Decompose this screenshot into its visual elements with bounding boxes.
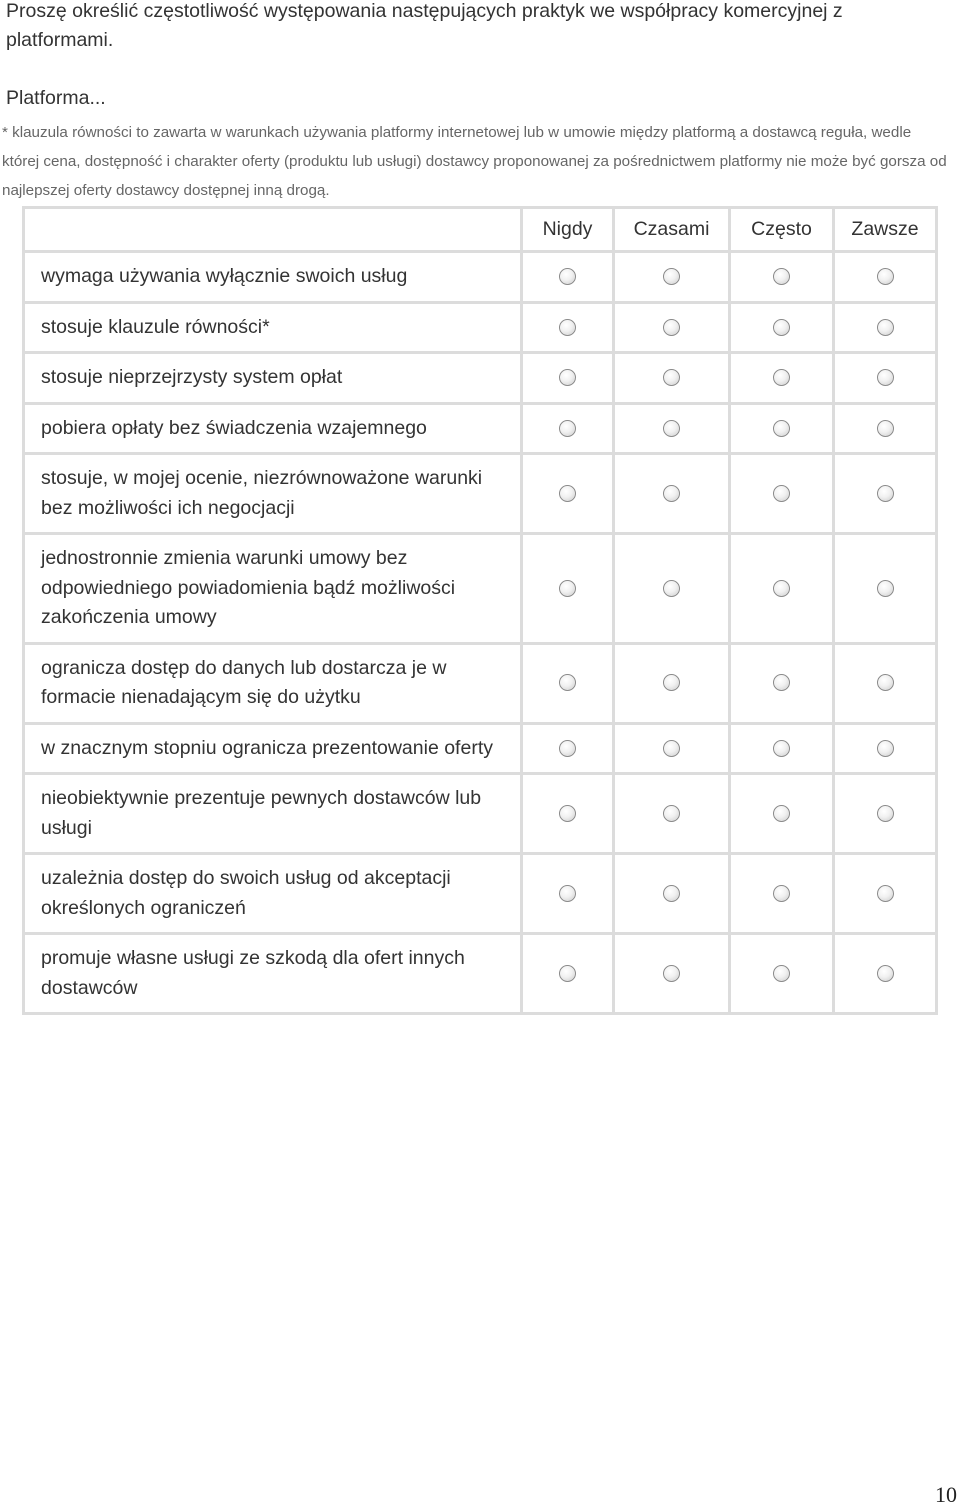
option-cell-czasami	[615, 855, 731, 935]
option-cell-zawsze	[835, 645, 938, 725]
option-cell-czesto	[731, 455, 835, 535]
matrix-row	[22, 775, 938, 855]
radio-button-zawsze[interactable]	[877, 485, 894, 502]
row-label: uzależnia dostęp do swoich usług od akceptacji określonych ograniczeń	[22, 855, 523, 935]
radio-button-czesto[interactable]	[773, 965, 790, 982]
radio-button-czesto[interactable]	[773, 485, 790, 502]
option-cell-czesto	[731, 405, 835, 456]
radio-button-nigdy[interactable]	[559, 485, 576, 502]
row-label: promuje własne usługi ze szkodą dla ofert innych dostawców	[22, 935, 523, 1015]
question-subtitle: Platforma...	[6, 87, 106, 109]
matrix-header-blank	[22, 206, 523, 253]
radio-button-zawsze[interactable]	[877, 885, 894, 902]
radio-button-zawsze[interactable]	[877, 420, 894, 437]
radio-button-nigdy[interactable]	[559, 805, 576, 822]
option-cell-nigdy	[523, 775, 615, 855]
column-header-nigdy: Nigdy	[523, 206, 615, 253]
radio-button-zawsze[interactable]	[877, 319, 894, 336]
option-cell-nigdy	[523, 855, 615, 935]
row-label: pobiera opłaty bez świadczenia wzajemnego	[22, 405, 523, 456]
radio-button-nigdy[interactable]	[559, 580, 576, 597]
radio-button-zawsze[interactable]	[877, 965, 894, 982]
option-cell-czesto	[731, 304, 835, 355]
option-cell-nigdy	[523, 405, 615, 456]
radio-button-nigdy[interactable]	[559, 965, 576, 982]
column-header-czesto: Często	[731, 206, 835, 253]
column-header-zawsze: Zawsze	[835, 206, 938, 253]
question-text: Proszę określić częstotliwość występowania następujących praktyk we współpracy komercyjnej z platformami.	[6, 0, 843, 51]
option-cell-czesto	[731, 775, 835, 855]
radio-button-nigdy[interactable]	[559, 740, 576, 757]
matrix-row	[22, 455, 938, 535]
radio-button-zawsze[interactable]	[877, 580, 894, 597]
row-label: stosuje, w mojej ocenie, niezrównoważone warunki bez możliwości ich negocjacji	[22, 455, 523, 535]
radio-button-czasami[interactable]	[663, 485, 680, 502]
matrix-row	[22, 935, 938, 1015]
option-cell-czesto	[731, 645, 835, 725]
option-cell-zawsze	[835, 855, 938, 935]
option-cell-nigdy	[523, 455, 615, 535]
option-cell-nigdy	[523, 354, 615, 405]
matrix-row	[22, 304, 938, 355]
matrix-row	[22, 645, 938, 725]
option-cell-czasami	[615, 725, 731, 776]
rating-matrix	[22, 206, 938, 1015]
radio-button-czesto[interactable]	[773, 740, 790, 757]
row-label: jednostronnie zmienia warunki umowy bez odpowiedniego powiadomienia bądź możliwości zakończenia umowy	[22, 535, 523, 645]
radio-button-czasami[interactable]	[663, 674, 680, 691]
matrix-row	[22, 405, 938, 456]
row-label: ogranicza dostęp do danych lub dostarcza je w formacie nienadającym się do użytku	[22, 645, 523, 725]
radio-button-czasami[interactable]	[663, 965, 680, 982]
radio-button-czasami[interactable]	[663, 580, 680, 597]
radio-button-czesto[interactable]	[773, 369, 790, 386]
matrix-row	[22, 855, 938, 935]
radio-button-nigdy[interactable]	[559, 674, 576, 691]
option-cell-nigdy	[523, 253, 615, 304]
row-label: w znacznym stopniu ogranicza prezentowanie oferty	[22, 725, 523, 776]
radio-button-zawsze[interactable]	[877, 674, 894, 691]
option-cell-czesto	[731, 855, 835, 935]
radio-button-czesto[interactable]	[773, 885, 790, 902]
radio-button-czesto[interactable]	[773, 805, 790, 822]
option-cell-zawsze	[835, 455, 938, 535]
radio-button-nigdy[interactable]	[559, 369, 576, 386]
option-cell-czasami	[615, 535, 731, 645]
radio-button-czasami[interactable]	[663, 740, 680, 757]
matrix-row	[22, 535, 938, 645]
option-cell-czesto	[731, 725, 835, 776]
radio-button-nigdy[interactable]	[559, 420, 576, 437]
row-label: stosuje klauzule równości*	[22, 304, 523, 355]
option-cell-nigdy	[523, 935, 615, 1015]
radio-button-zawsze[interactable]	[877, 805, 894, 822]
radio-button-czesto[interactable]	[773, 420, 790, 437]
option-cell-zawsze	[835, 354, 938, 405]
radio-button-czasami[interactable]	[663, 319, 680, 336]
matrix-row	[22, 253, 938, 304]
radio-button-czasami[interactable]	[663, 420, 680, 437]
footnote-text: * klauzula równości to zawarta w warunkach używania platformy internetowej lub w umowie między platformą a dostawcą reguła, wedle której cena, dostępność i charakter oferty (produktu lub usługi) dostawcy proponowanej za pośrednictwem platformy nie może być gorsza od najlepszej oferty dostawcy dostępnej inną drogą.	[2, 124, 947, 199]
option-cell-czasami	[615, 455, 731, 535]
radio-button-zawsze[interactable]	[877, 268, 894, 285]
option-cell-nigdy	[523, 304, 615, 355]
radio-button-nigdy[interactable]	[559, 319, 576, 336]
page-number: 10	[935, 1482, 957, 1507]
option-cell-czasami	[615, 645, 731, 725]
matrix-row	[22, 354, 938, 405]
option-cell-zawsze	[835, 304, 938, 355]
option-cell-czasami	[615, 354, 731, 405]
option-cell-zawsze	[835, 253, 938, 304]
option-cell-zawsze	[835, 935, 938, 1015]
radio-button-czasami[interactable]	[663, 369, 680, 386]
radio-button-zawsze[interactable]	[877, 740, 894, 757]
radio-button-nigdy[interactable]	[559, 885, 576, 902]
row-label: stosuje nieprzejrzysty system opłat	[22, 354, 523, 405]
option-cell-czasami	[615, 935, 731, 1015]
option-cell-czasami	[615, 253, 731, 304]
radio-button-czasami[interactable]	[663, 268, 680, 285]
option-cell-czasami	[615, 304, 731, 355]
radio-button-czesto[interactable]	[773, 580, 790, 597]
radio-button-czasami[interactable]	[663, 885, 680, 902]
radio-button-czesto[interactable]	[773, 268, 790, 285]
option-cell-zawsze	[835, 725, 938, 776]
option-cell-czasami	[615, 405, 731, 456]
option-cell-czesto	[731, 935, 835, 1015]
option-cell-nigdy	[523, 645, 615, 725]
row-label: nieobiektywnie prezentuje pewnych dostawców lub usługi	[22, 775, 523, 855]
option-cell-czesto	[731, 354, 835, 405]
option-cell-nigdy	[523, 535, 615, 645]
option-cell-zawsze	[835, 535, 938, 645]
option-cell-zawsze	[835, 775, 938, 855]
option-cell-czesto	[731, 253, 835, 304]
option-cell-nigdy	[523, 725, 615, 776]
radio-button-nigdy[interactable]	[559, 268, 576, 285]
option-cell-czesto	[731, 535, 835, 645]
radio-button-czasami[interactable]	[663, 805, 680, 822]
radio-button-czesto[interactable]	[773, 319, 790, 336]
row-label: wymaga używania wyłącznie swoich usług	[22, 253, 523, 304]
radio-button-czesto[interactable]	[773, 674, 790, 691]
column-header-czasami: Czasami	[615, 206, 731, 253]
matrix-header-row	[22, 206, 938, 253]
radio-button-zawsze[interactable]	[877, 369, 894, 386]
option-cell-czasami	[615, 775, 731, 855]
matrix-row	[22, 725, 938, 776]
option-cell-zawsze	[835, 405, 938, 456]
